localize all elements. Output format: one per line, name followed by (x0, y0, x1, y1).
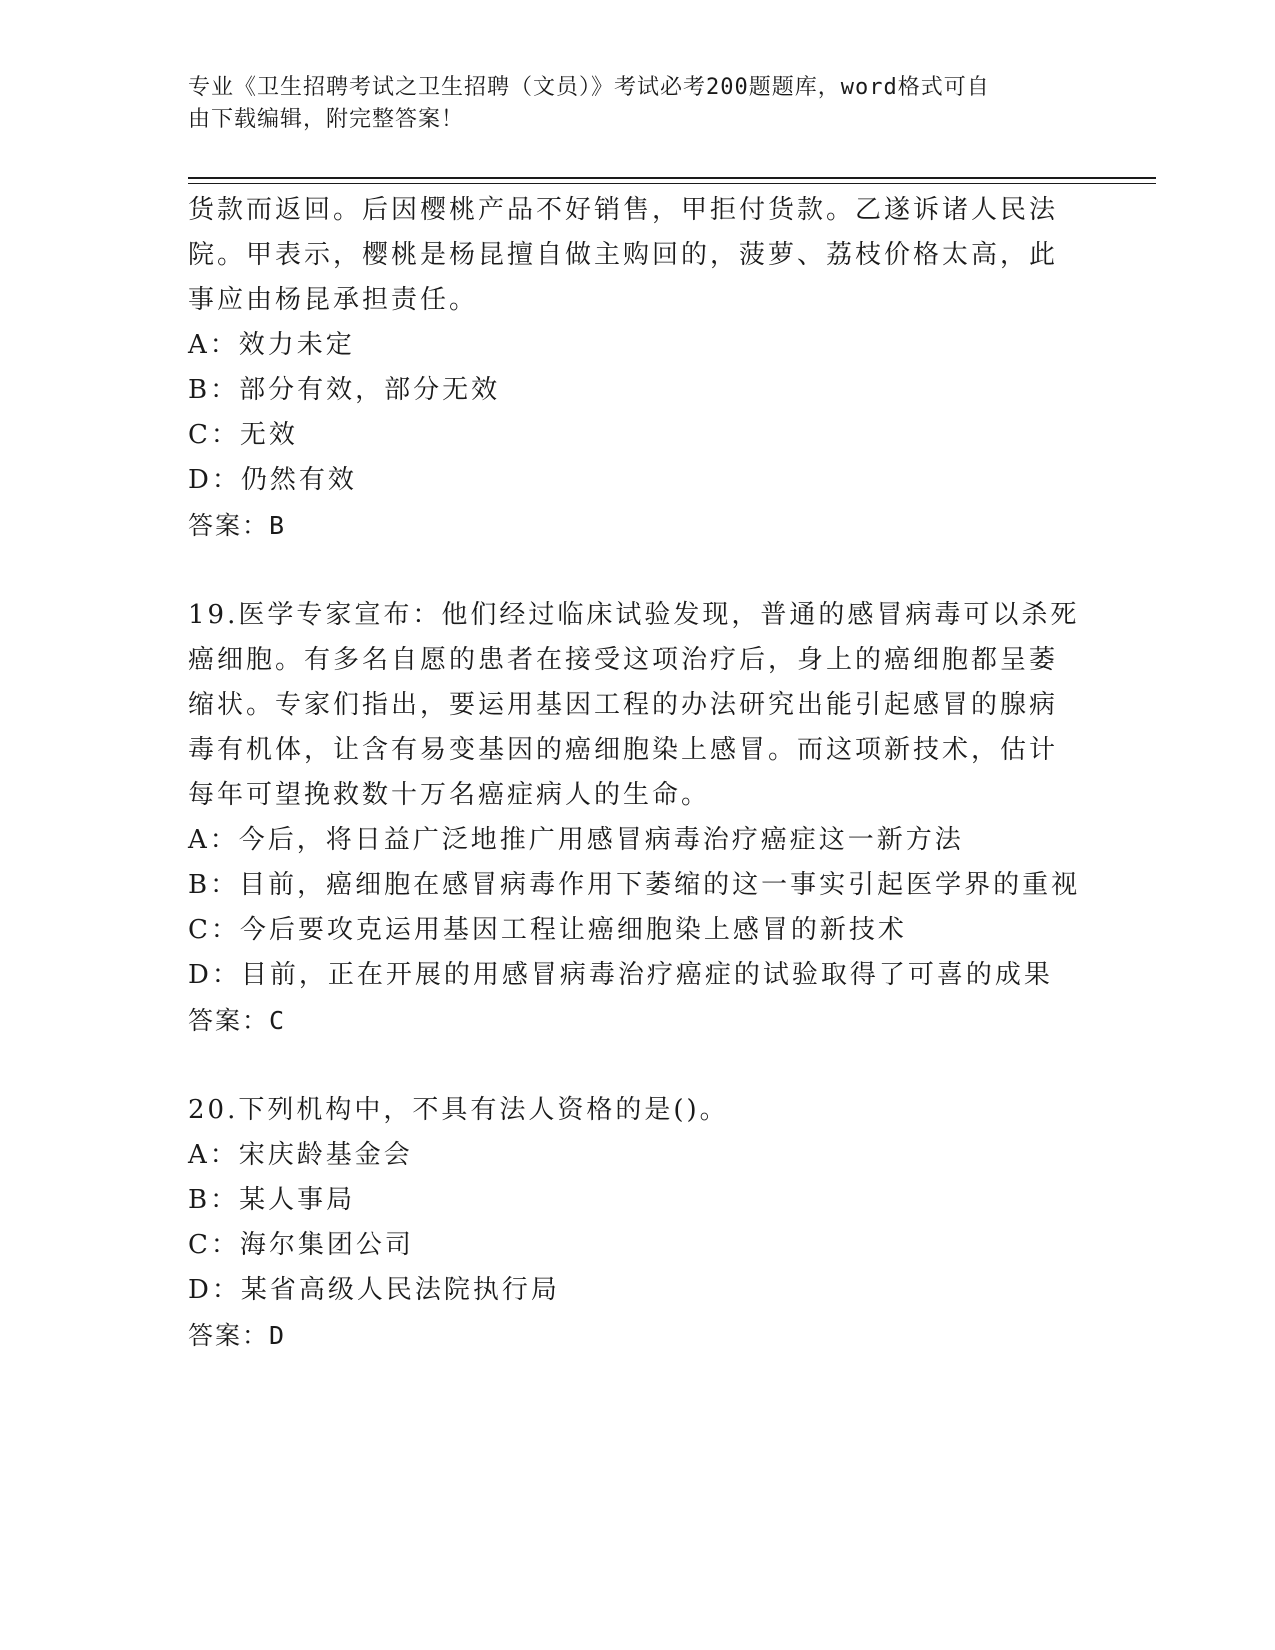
spacer (188, 1043, 1088, 1088)
question-19 (188, 593, 1088, 1043)
option-b: B：目前，癌细胞在感冒病毒作用下萎缩的这一事实引起医学界的重视 (188, 870, 1081, 900)
header-line-2: 由下载编辑，附完整答案！ (188, 107, 465, 132)
option-a: A：今后，将日益广泛地推广用感冒病毒治疗癌症这一新方法 (188, 825, 964, 855)
option-a: A：效力未定 (188, 330, 355, 360)
question-text-line: 缩状。专家们指出，要运用基因工程的办法研究出能引起感冒的腺病 (188, 690, 1059, 720)
header-line-1: 专业《卫生招聘考试之卫生招聘（文员）》考试必考200题题库，word格式可自 (188, 75, 990, 100)
answer: 答案：C (188, 1006, 287, 1035)
option-c: C：海尔集团公司 (188, 1230, 414, 1260)
header-divider-thin (188, 183, 1156, 184)
question-text-line: 事应由杨昆承担责任。 (188, 285, 479, 315)
question-text-line: 院。甲表示，樱桃是杨昆擅自做主购回的，菠萝、荔枝价格太高，此 (188, 240, 1059, 270)
question-20 (188, 1088, 1088, 1358)
option-a: A：宋庆龄基金会 (188, 1140, 413, 1170)
header-divider-thick (188, 177, 1156, 179)
option-d: D：目前，正在开展的用感冒病毒治疗癌症的试验取得了可喜的成果 (188, 960, 1053, 990)
spacer (188, 548, 1088, 593)
answer: 答案：D (188, 1321, 287, 1350)
question-text-line: 货款而返回。后因樱桃产品不好销售，甲拒付货款。乙遂诉诸人民法 (188, 195, 1059, 225)
question-text-line: 每年可望挽救数十万名癌症病人的生命。 (188, 780, 711, 810)
question-text-line: 毒有机体，让含有易变基因的癌细胞染上感冒。而这项新技术，估计 (188, 735, 1059, 765)
answer: 答案：B (188, 511, 287, 540)
option-d: D：某省高级人民法院执行局 (188, 1275, 560, 1305)
page-header (188, 72, 1068, 136)
question-text-line: 20.下列机构中，不具有法人资格的是()。 (188, 1095, 729, 1125)
document-body (188, 188, 1088, 1358)
question-text-line: 癌细胞。有多名自愿的患者在接受这项治疗后，身上的癌细胞都呈萎 (188, 645, 1059, 675)
question-continuation (188, 188, 1088, 548)
question-text-line: 19.医学专家宣布：他们经过临床试验发现，普通的感冒病毒可以杀死 (188, 600, 1080, 630)
option-d: D：仍然有效 (188, 465, 357, 495)
option-b: B：部分有效，部分无效 (188, 375, 501, 405)
option-b: B：某人事局 (188, 1185, 356, 1215)
option-c: C：无效 (188, 420, 298, 450)
option-c: C：今后要攻克运用基因工程让癌细胞染上感冒的新技术 (188, 915, 907, 945)
